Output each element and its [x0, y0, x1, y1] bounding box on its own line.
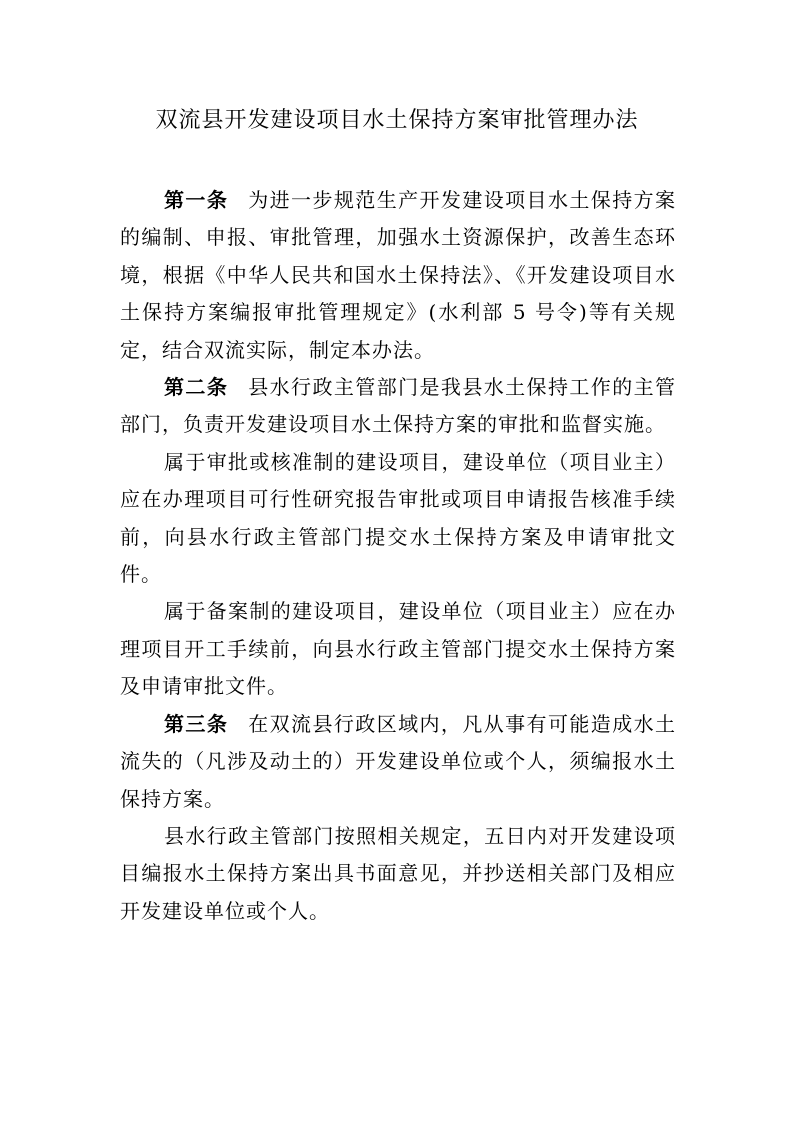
- article-3-label: 第三条: [164, 711, 229, 736]
- article-2-filing-paragraph: [120, 593, 676, 705]
- article-2-approval-text: 属于审批或核准制的建设项目，建设单位（项目业主）应在办理项目可行性研究报告审批或项目申请报告核准手续前，向县水行政主管部门提交水土保持方案及申请审批文件。: [120, 449, 676, 587]
- document-body: [120, 182, 676, 930]
- article-3-text: 在双流县行政区域内，凡从事有可能造成水土流失的（凡涉及动土的）开发建设单位或个人，须编报水土保持方案。: [120, 711, 677, 811]
- article-2-approval-paragraph: [120, 444, 676, 594]
- article-1-text: 为进一步规范生产开发建设项目水土保持方案的编制、申报、审批管理，加强水土资源保护，改善生态环境，根据《中华人民共和国水土保持法》、《开发建设项目水土保持方案编报审批管理规定》(水利部 5 号令)等有关规定，结合双流实际，制定本办法。: [120, 188, 677, 362]
- article-3-opinion-text: 县水行政主管部门按照相关规定，五日内对开发建设项目编报水土保持方案出具书面意见，并抄送相关部门及相应开发建设单位或个人。: [120, 823, 676, 923]
- article-1-label: 第一条: [164, 188, 229, 212]
- article-1-paragraph: [120, 182, 676, 369]
- article-2-filing-text: 属于备案制的建设项目，建设单位（项目业主）应在办理项目开工手续前，向县水行政主管部门提交水土保持方案及申请审批文件。: [120, 599, 676, 699]
- article-2-label: 第二条: [164, 375, 229, 400]
- article-3-paragraph: [120, 706, 676, 818]
- article-3-opinion-paragraph: [120, 818, 676, 930]
- document-title: 双流县开发建设项目水土保持方案审批管理办法: [155, 108, 639, 133]
- article-2-text: 县水行政主管部门是我县水土保持工作的主管部门，负责开发建设项目水土保持方案的审批和监督实施。: [120, 375, 677, 437]
- article-2-paragraph: [120, 369, 676, 444]
